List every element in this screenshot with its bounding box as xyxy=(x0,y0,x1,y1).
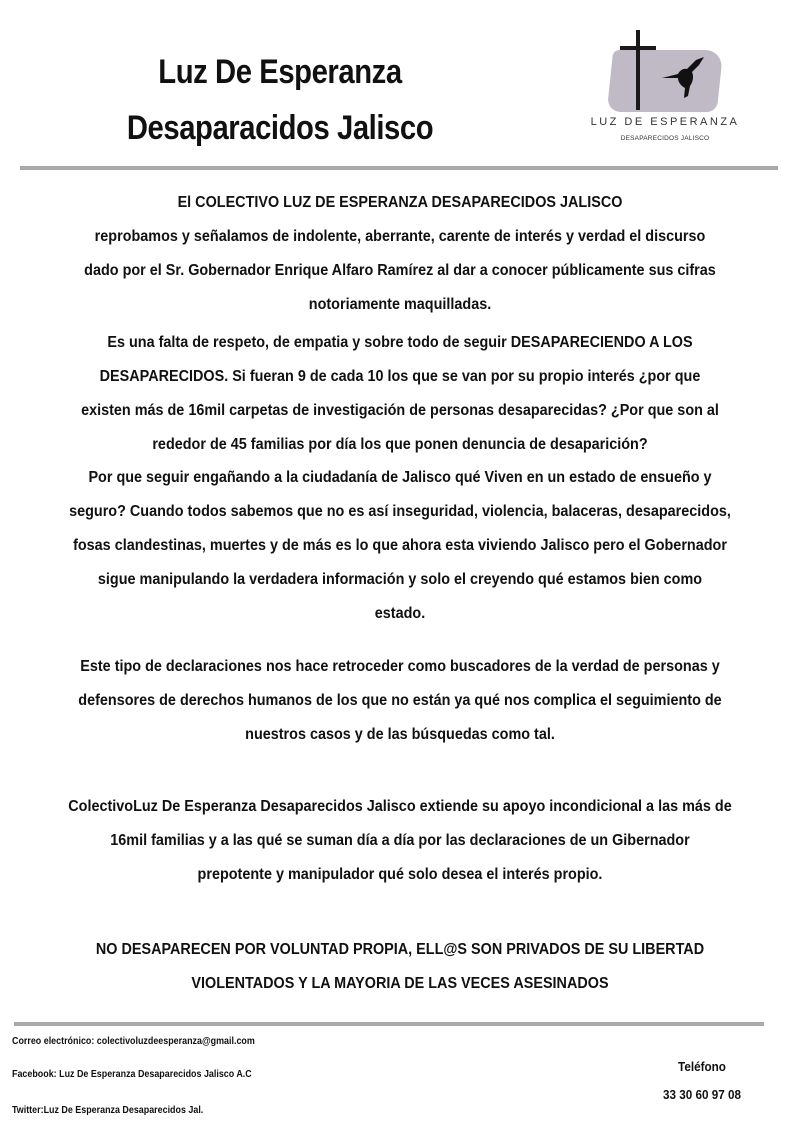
hummingbird-icon xyxy=(660,56,710,100)
paragraph-support xyxy=(58,790,742,892)
text-line: fosas clandestinas, muertes y de más es lo que ahora esta viviendo Jalisco pero el Gobernador xyxy=(73,537,727,554)
text-line: ColectivoLuz De Esperanza Desaparecidos Jalisco extiende su apoyo incondicional a las más de xyxy=(68,798,732,815)
cross-icon xyxy=(636,30,640,110)
text-line: reprobamos y señalamos de indolente, aberrante, carente de interés y verdad el discurso xyxy=(94,228,706,245)
text-line: estado. xyxy=(374,605,426,622)
text-line: seguro? Cuando todos sabemos que no es así inseguridad, violencia, balaceras, desaparecidos, xyxy=(69,503,731,520)
title-line-2: Desaparacidos Jalisco xyxy=(126,109,434,147)
logo-text-sub: DESAPARECIDOS JALISCO xyxy=(620,135,710,142)
text-line: defensores de derechos humanos de los que no están ya qué nos complica el seguimiento de xyxy=(78,692,722,709)
organization-logo xyxy=(590,28,740,148)
contact-email: Correo electrónico: colectivoluzdeesperanza@gmail.com xyxy=(12,1035,255,1047)
text-line: DESAPARECIDOS. Si fueran 9 de cada 10 los que se van por su propio interés ¿por que xyxy=(99,368,701,385)
paragraph-respect xyxy=(58,326,742,462)
phone-label: Teléfono xyxy=(678,1059,726,1074)
cross-icon-bar xyxy=(620,46,656,50)
text-line: NO DESAPARECEN POR VOLUNTAD PROPIA, ELL@S SON PRIVADOS DE SU LIBERTAD xyxy=(95,941,705,958)
paragraph-closing-slogan xyxy=(58,933,742,1001)
contact-facebook: Facebook: Luz De Esperanza Desaparecidos Jalisco A.C xyxy=(12,1068,252,1080)
title-line-1: Luz De Esperanza xyxy=(158,53,402,91)
document-header xyxy=(0,0,800,170)
logo-text-main: LUZ DE ESPERANZA xyxy=(590,116,740,128)
footer-divider xyxy=(14,1022,764,1026)
text-line: Es una falta de respeto, de empatia y sobre todo de seguir DESAPARECIENDO A LOS xyxy=(107,334,693,351)
paragraph-deception xyxy=(58,461,742,631)
text-line: rededor de 45 familias por día los que ponen denuncia de desaparición? xyxy=(152,436,648,453)
paragraph-intro xyxy=(58,186,742,322)
document-title xyxy=(91,44,469,156)
header-divider xyxy=(20,166,778,170)
text-line: VIOLENTADOS Y LA MAYORIA DE LAS VECES ASESINADOS xyxy=(191,975,609,992)
text-line: 16mil familias y a las qué se suman día a día por las declaraciones de un Gibernador xyxy=(110,832,690,849)
text-line: prepotente y manipulador qué solo desea el interés propio. xyxy=(197,866,603,883)
text-line: notoriamente maquilladas. xyxy=(308,296,492,313)
text-line: El COLECTIVO LUZ DE ESPERANZA DESAPARECIDOS JALISCO xyxy=(177,194,623,211)
text-line: dado por el Sr. Gobernador Enrique Alfaro Ramírez al dar a conocer públicamente sus cifras xyxy=(84,262,716,279)
text-line: Este tipo de declaraciones nos hace retroceder como buscadores de la verdad de personas y xyxy=(80,658,720,675)
text-line: Por que seguir engañando a la ciudadanía de Jalisco qué Viven en un estado de ensueño y xyxy=(88,469,712,486)
text-line: nuestros casos y de las búsquedas como tal. xyxy=(245,726,555,743)
paragraph-consequences xyxy=(58,650,742,752)
text-line: sigue manipulando la verdadera información y solo el creyendo qué estamos bien como xyxy=(97,571,703,588)
text-line: existen más de 16mil carpetas de investigación de personas desaparecidas? ¿Por que son al xyxy=(81,402,719,419)
phone-number: 33 30 60 97 08 xyxy=(662,1087,742,1102)
contact-twitter: Twitter:Luz De Esperanza Desaparecidos Jal. xyxy=(12,1104,204,1116)
